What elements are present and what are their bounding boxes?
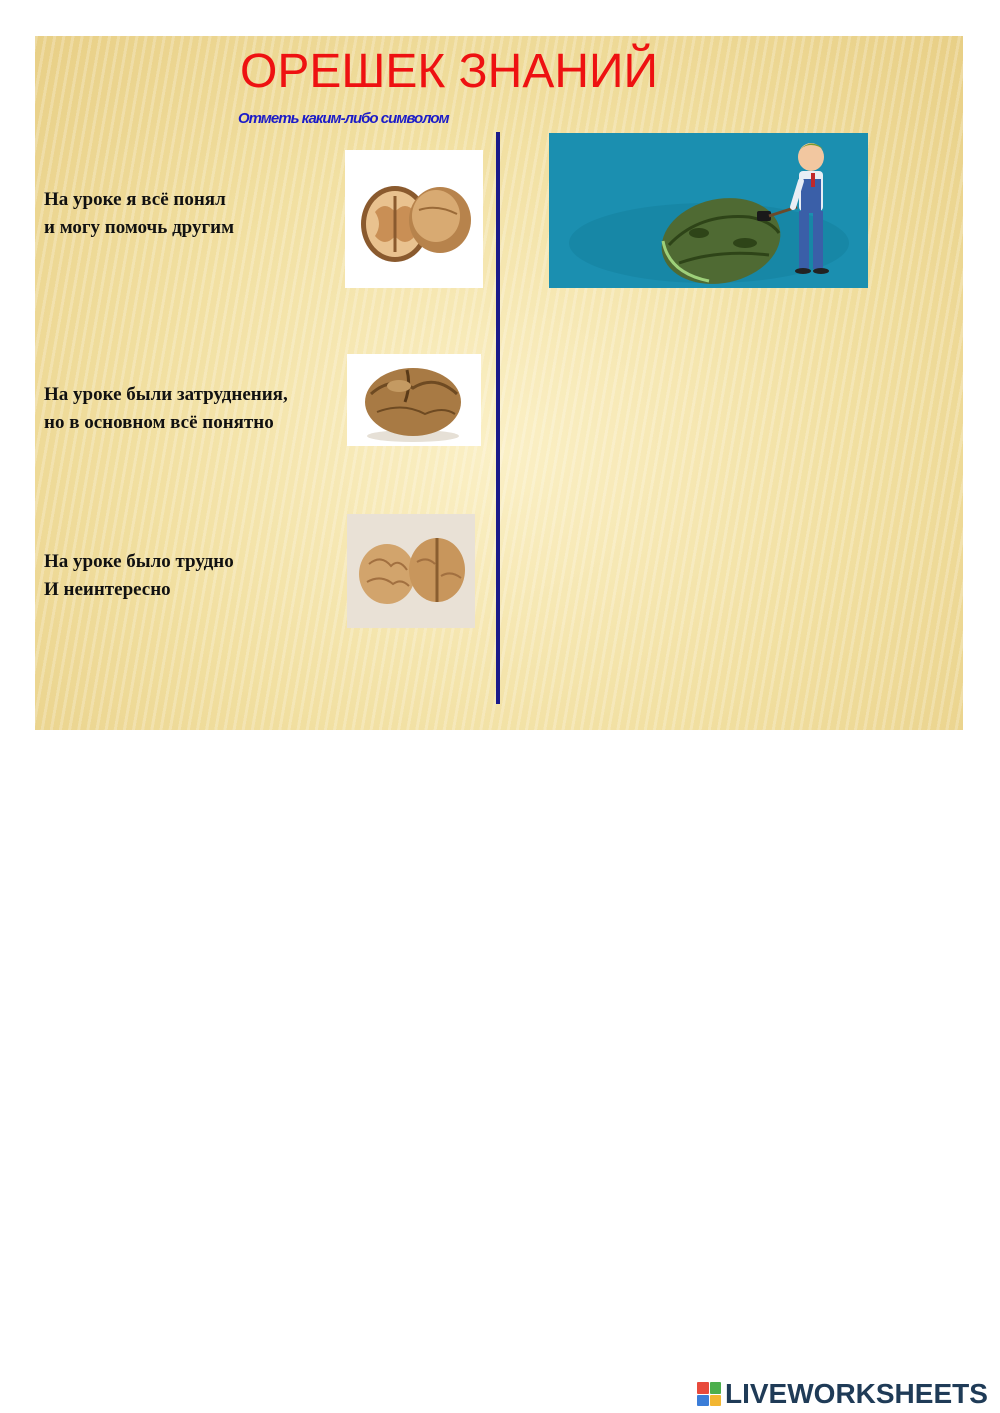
row-1-text bbox=[44, 186, 234, 242]
vertical-divider bbox=[496, 132, 500, 704]
row-1-line-2: и могу помочь другим bbox=[44, 217, 235, 238]
two-walnuts-icon bbox=[347, 514, 475, 628]
row-2-line-1: На уроке были затруднения, bbox=[44, 384, 288, 405]
row-2-text bbox=[44, 381, 288, 437]
instruction-subtitle: Отметь каким-либо символом bbox=[238, 110, 449, 127]
brand-footer[interactable] bbox=[697, 1377, 988, 1411]
row-3-line-1: На уроке было трудно bbox=[44, 551, 234, 572]
row-3-line-2: И неинтересно bbox=[44, 579, 171, 600]
page-title: ОРЕШЕК ЗНАНИЙ bbox=[240, 45, 659, 98]
row-2-line-2: но в основном всё понятно bbox=[44, 412, 274, 433]
logo-square-1 bbox=[697, 1382, 709, 1394]
worksheet-slide bbox=[35, 36, 963, 730]
cracked-walnut-icon bbox=[345, 150, 483, 288]
row-1-line-1: На уроке я всё понял bbox=[44, 189, 226, 210]
logo-square-2 bbox=[710, 1382, 722, 1394]
logo-square-4 bbox=[710, 1395, 722, 1407]
row-3-text bbox=[44, 548, 234, 604]
liveworksheets-logo-icon bbox=[697, 1382, 721, 1406]
logo-square-3 bbox=[697, 1395, 709, 1407]
brand-name: LIVEWORKSHEETS bbox=[725, 1378, 988, 1409]
boy-cracking-nut-illustration bbox=[549, 133, 868, 288]
whole-walnut-icon bbox=[347, 354, 481, 446]
